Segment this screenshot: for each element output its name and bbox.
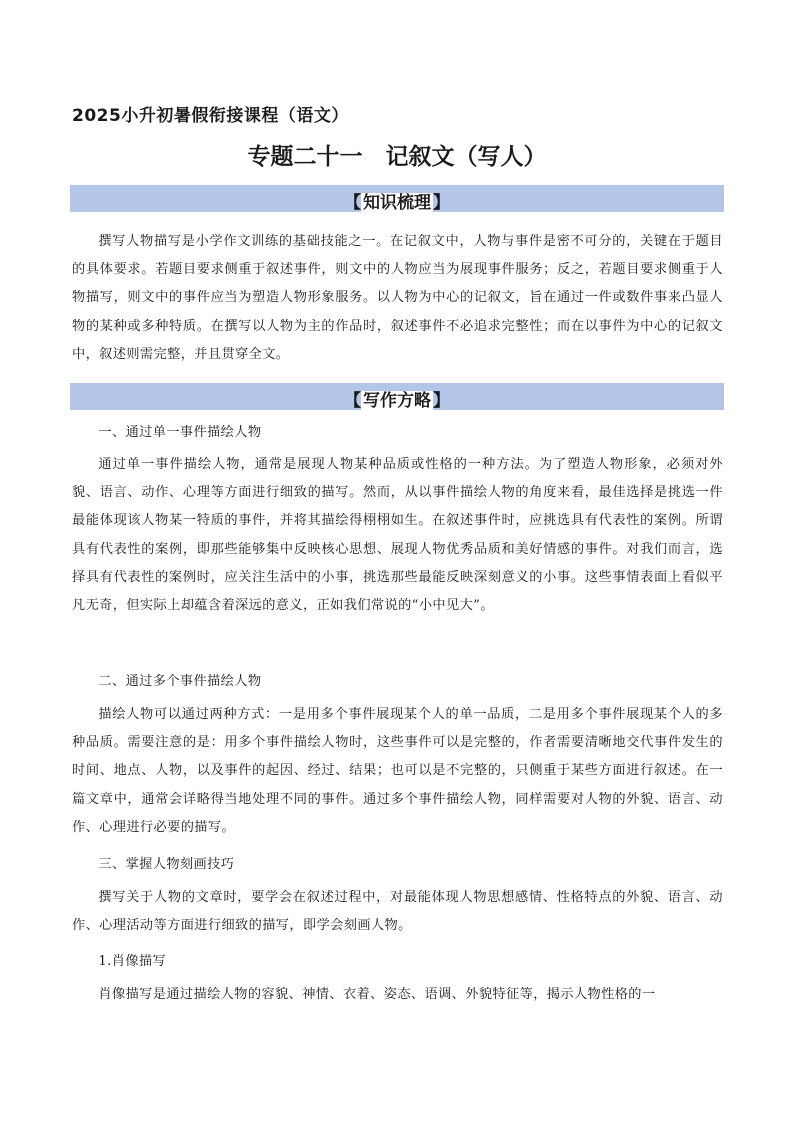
heading-single-event: 一、通过单一事件描绘人物 <box>98 425 262 440</box>
paragraph-portrait: 肖像描写是通过描绘人物的容貌、神情、衣着、姿态、语调、外貌特征等，揭示人物性格的一 <box>98 987 656 1002</box>
section-label-knowledge <box>70 188 724 213</box>
section-label-text: 知识梳理 <box>363 193 431 213</box>
bracket-open: 【 <box>344 193 361 213</box>
bracket-open: 【 <box>344 391 361 411</box>
section-label-strategy <box>70 386 724 411</box>
course-title: 2025小升初暑假衔接课程（语文） <box>72 106 349 126</box>
paragraph-single-event: 通过单一事件描绘人物，通常是展现人物某种品质或性格的一种方法。为了塑造人物形象，必须对外貌、语言、动作、心理等方面进行细致的描写。然而，从以事件描绘人物的角度来看，最佳选择是挑选一件最能体现该人物某一特质的事件，并将其描绘得栩栩如生。在叙述事件时，应挑选具有代表性的案例。所谓具有代表性的案例，即那些能够集中反映核心思想、展现人物优秀品质和美好情感的事件。对我们而言，选择具有代表性的案例时，应关注生活中的小事，挑选那些最能反映深刻意义的小事。这些事情表面上看似平凡无奇，但实际上却蕴含着深远的意义，正如我们常说的“小中见大”。 <box>72 457 723 614</box>
heading-multiple-events: 二、通过多个事件描绘人物 <box>98 674 262 689</box>
section-band-strategy <box>70 383 724 410</box>
topic-title: 专题二十一 记叙文（写人） <box>247 144 547 170</box>
bracket-close: 】 <box>433 391 450 411</box>
heading-portrait: 1.肖像描写 <box>98 954 167 969</box>
bracket-close: 】 <box>433 193 450 213</box>
section-band-knowledge <box>70 185 724 212</box>
paragraph-multiple-events: 描绘人物可以通过两种方式：一是用多个事件展现某个人的单一品质，二是用多个事件展现某个人的多种品质。需要注意的是：用多个事件描绘人物时，这些事件可以是完整的，作者需要清晰地交代事件发生的时间、地点、人物，以及事件的起因、经过、结果；也可以是不完整的，只侧重于某些方面进行叙述。在一篇文章中，通常会详略得当地处理不同的事件。通过多个事件描绘人物，同样需要对人物的外貌、语言、动作、心理进行必要的描写。 <box>72 707 723 835</box>
knowledge-paragraph: 撰写人物描写是小学作文训练的基础技能之一。在记叙文中，人物与事件是密不可分的，关键在于题目的具体要求。若题目要求侧重于叙述事件，则文中的人物应当为展现事件服务；反之，若题目要求侧重于人物描写，则文中的事件应当为塑造人物形象服务。以人物为中心的记叙文，旨在通过一件或数件事来凸显人物的某种或多种特质。在撰写以人物为主的作品时，叙述事件不必追求完整性；而在以事件为中心的记叙文中，叙述则需完整，并且贯穿全文。 <box>72 234 723 362</box>
heading-character-techniques: 三、掌握人物刻画技巧 <box>98 857 235 872</box>
section-label-text: 写作方略 <box>363 391 431 411</box>
paragraph-character-techniques: 撰写关于人物的文章时，要学会在叙述过程中，对最能体现人物思想感情、性格特点的外貌、语言、动作、心理活动等方面进行细致的描写，即学会刻画人物。 <box>72 890 723 934</box>
